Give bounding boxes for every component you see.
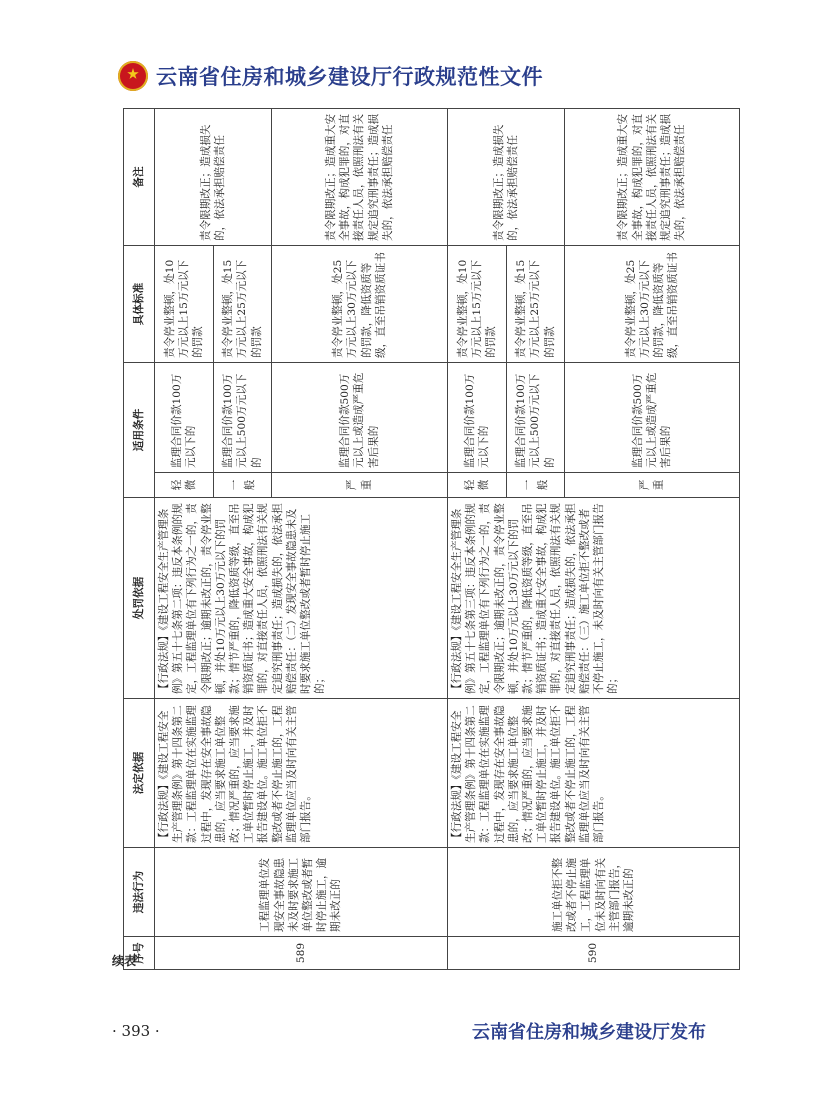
row-590-tier-general-condition: 监理合同价款100万元以上500万元以下的: [506, 362, 565, 473]
row-590-tier-general-level: 一般: [506, 472, 565, 498]
row-590-tier-severe-standard: 责令停业整顿，处25万元以上30万元以下的罚款，降低资质等级，直至吊销资质证书: [564, 245, 740, 363]
publisher-footer: 云南省住房和城乡建设厅发布: [472, 1022, 706, 1043]
row-589-remark-minor: 责令限期改正；造成损失的，依法承担赔偿责任: [154, 108, 272, 246]
header-penalty-basis: 处罚依据: [123, 497, 155, 699]
row-589-tier-general-standard: 责令停业整顿，处15万元以上25万元以下的罚款: [213, 245, 272, 363]
row-590-tier-minor-standard: 责令停业整顿，处10万元以上15万元以下的罚款: [447, 245, 507, 363]
row-590-legal-basis: 【行政法规】《建设工程安全生产管理条例》第十四条第二款：工程监理单位在实施监理过程中，发现存在安全事故隐患的，应当要求施工单位整改；情况严重的，应当要求施工单位暂时停止施工，并及时报告建设单位。施工单位拒不整改或者不停止施工的，工程监理单位应当及时向有关主管部门报告。: [447, 698, 740, 848]
document-header: [118, 58, 543, 94]
row-589-tier-severe-standard: 责令停业整顿，处25万元以上30万元以下的罚款，降低资质等级，直至吊销资质证书: [271, 245, 448, 363]
row-590-no: 590: [447, 936, 740, 970]
penalty-table-wrapper: [123, 108, 740, 970]
row-590-behavior: 施工单位拒不整改或者不停止施工，工程监理单位未及时向有关主管部门报告，逾期未改正的: [447, 847, 740, 937]
penalty-table: [123, 108, 740, 970]
row-590-tier-minor-condition: 监理合同价款100万元以下的: [447, 362, 507, 473]
page-number: · 393 ·: [112, 1022, 160, 1040]
row-590-remark-minor: 责令限期改正；造成损失的，依法承担赔偿责任: [447, 108, 565, 246]
row-589-behavior: 工程监理单位发现安全事故隐患未及时要求施工单位整改或者暂时停止施工，逾期未改正的: [154, 847, 448, 937]
row-589-tier-minor-level: 轻微: [154, 472, 214, 498]
row-589-penalty-basis: 【行政法规】《建设工程安全生产管理条例》第五十七条第二项：违反本条例的规定，工程监理单位有下列行为之一的，责令限期改正；逾期未改正的，责令停业整顿，并处10万元以上30万元以下的罚款；情节严重的，降低资质等级，直至吊销资质证书；造成重大安全事故，构成犯罪的，对直接责任人员，依照刑法有关规定追究刑事责任；造成损失的，依法承担赔偿责任：（二）发现安全事故隐患未及时要求施工单位整改或者暂时停止施工的；: [154, 497, 448, 699]
row-590-tier-minor-level: 轻微: [447, 472, 507, 498]
row-590-tier-general-standard: 责令停业整顿，处15万元以上25万元以下的罚款: [506, 245, 565, 363]
header-standard: 具体标准: [123, 245, 155, 363]
header-remark: 备注: [123, 108, 155, 246]
row-590-penalty-basis: 【行政法规】《建设工程安全生产管理条例》第五十七条第三项：违反本条例的规定，工程监理单位有下列行为之一的，责令限期改正；逾期未改正的，责令停业整顿，并处10万元以上30万元以下的罚款；情节严重的，降低资质等级，直至吊销资质证书；造成重大安全事故，构成犯罪的，对直接责任人员，依照刑法有关规定追究刑事责任；造成损失的，依法承担赔偿责任：（三）施工单位拒不整改或者不停止施工，未及时向有关主管部门报告的；: [447, 497, 740, 699]
header-condition: 适用条件: [123, 362, 155, 498]
header-behavior: 违法行为: [123, 847, 155, 937]
row-589-tier-general-condition: 监理合同价款100万元以上500万元以下的: [213, 362, 272, 473]
header-legal-basis: 法定依据: [123, 698, 155, 848]
row-589-no: 589: [154, 936, 448, 970]
row-589-legal-basis: 【行政法规】《建设工程安全生产管理条例》第十四条第二款：工程监理单位在实施监理过程中，发现存在安全事故隐患的，应当要求施工单位整改；情况严重的，应当要求施工单位暂时停止施工，并及时报告建设单位。施工单位拒不整改或者不停止施工的，工程监理单位应当及时向有关主管部门报告。: [154, 698, 448, 848]
row-590-tier-severe-condition: 监理合同价款500万元以上或造成严重危害后果的: [564, 362, 740, 473]
row-589-tier-severe-level: 严重: [271, 472, 448, 498]
row-589-tier-minor-standard: 责令停业整顿，处10万元以上15万元以下的罚款: [154, 245, 214, 363]
row-589-tier-minor-condition: 监理合同价款100万元以下的: [154, 362, 214, 473]
row-589-remark-severe: 责令限期改正；造成重大安全事故，构成犯罪的，对直接责任人员，依照刑法有关规定追究刑事责任；造成损失的，依法承担赔偿责任: [271, 108, 448, 246]
row-589-tier-severe-condition: 监理合同价款500万元以上或造成严重危害后果的: [271, 362, 448, 473]
row-590-tier-severe-level: 严重: [564, 472, 740, 498]
national-emblem-icon: [118, 61, 148, 91]
row-590-remark-severe: 责令限期改正；造成重大安全事故，构成犯罪的，对直接责任人员，依照刑法有关规定追究刑事责任；造成损失的，依法承担赔偿责任: [564, 108, 740, 246]
row-589-tier-general-level: 一般: [213, 472, 272, 498]
document-title: 云南省住房和城乡建设厅行政规范性文件: [156, 65, 543, 89]
header-no: 序号: [123, 936, 155, 970]
continued-label: 续表: [112, 954, 137, 968]
